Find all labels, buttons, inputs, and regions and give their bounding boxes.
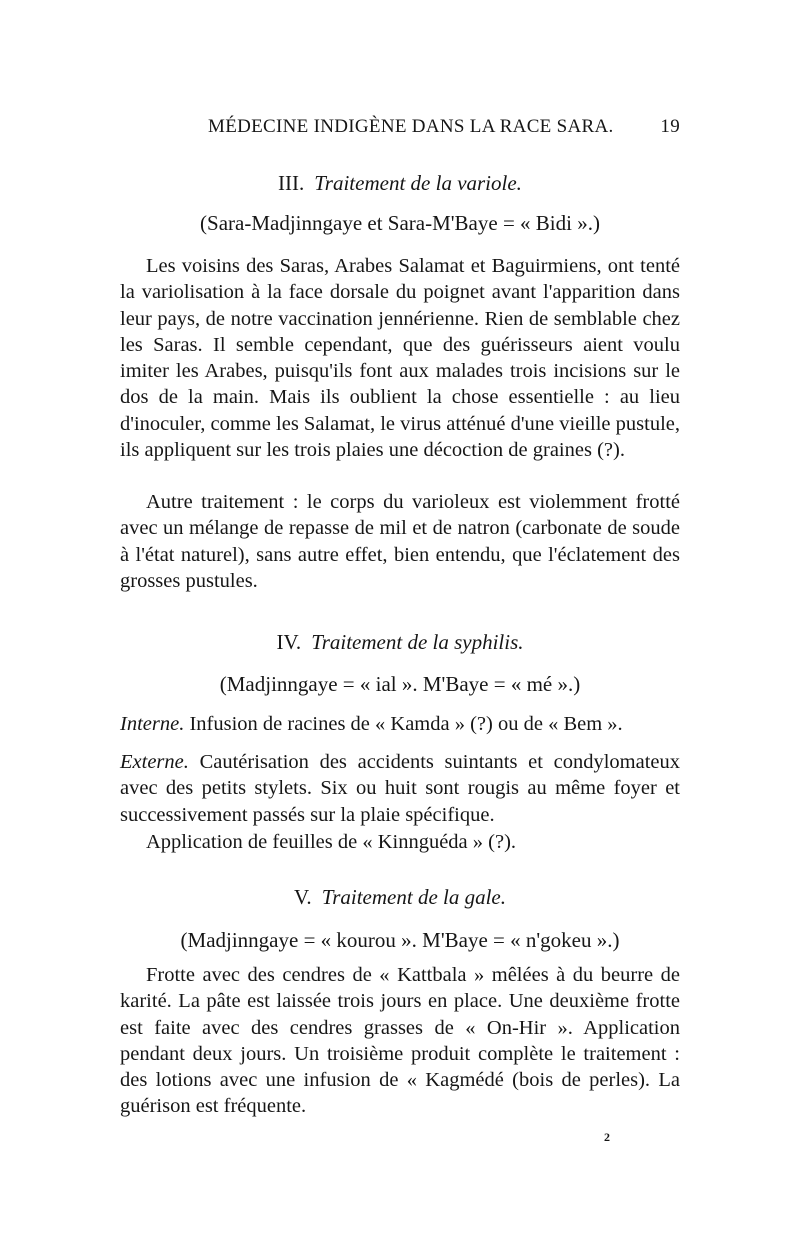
- paragraph-autre-traitement: Autre traitement : le corps du varioleux est violemment frotté avec un mélange de repasse de mil et de natron (carbonate de soude à l'état naturel), sans autre effet, bien entendu, que l'éclatement des grosses pustules.: [120, 491, 680, 592]
- section-title: Traitement de la syphilis.: [311, 630, 524, 654]
- section-title: Traitement de la gale.: [321, 885, 507, 909]
- label-externe: Externe.: [120, 751, 189, 773]
- section-heading-syphilis: [120, 630, 680, 655]
- running-title: MÉDECINE INDIGÈNE DANS LA RACE SARA.: [208, 116, 614, 137]
- signature-mark: 2: [604, 1130, 610, 1144]
- text-externe: Cautérisation des accidents suintants et condylomateux avec des petits stylets. Six ou huit sont rougis au même foyer et successivement passés sur la plaie spécifique.: [120, 751, 681, 826]
- label-interne: Interne.: [120, 713, 185, 735]
- section-heading-gale: [120, 885, 680, 910]
- paragraph-application: Application de feuilles de « Kinnguéda » (?).: [146, 831, 517, 853]
- section-heading-variole: [120, 171, 680, 196]
- section-title: Traitement de la variole.: [314, 171, 522, 195]
- section-number: IV.: [276, 630, 302, 654]
- paragraph-interne: [120, 711, 680, 737]
- page-number: 19: [660, 116, 680, 137]
- paragraph-externe: [120, 749, 680, 828]
- text-interne: Infusion de racines de « Kamda » (?) ou de « Bem ».: [189, 713, 623, 735]
- section-number: V.: [293, 885, 312, 909]
- paragraph-gale-traitement: Frotte avec des cendres de « Kattbala » mêlées à du beurre de karité. La pâte est laissée trois jours en place. Une deuxième frotte est faite avec des cendres grasses de « On-Hir ». Application pendant deux jours. Un troisième produit complète le traitement : des lotions avec une infusion de « Kagmédé (bois de perles). La guérison est fréquente.: [120, 964, 680, 1118]
- paragraph-variolisation: Les voisins des Saras, Arabes Salamat et Baguirmiens, ont tenté la variolisation à la face dorsale du poignet avant l'apparition dans leur pays, de notre vaccination jennérienne. Rien de semblable chez les Saras. Il semble cependant, que des guérisseurs aient voulu imiter les Arabes, puisqu'ils font aux malades trois incisions sur le dos de la main. Mais ils oublient la chose essentielle : au lieu d'inoculer, comme les Salamat, le virus atténué d'une vieille pustule, ils appliquent sur les trois plaies une décoction de graines (?).: [120, 255, 680, 462]
- local-names-variole: (Sara-Madjinngaye et Sara-M'Baye = « Bidi ».): [200, 211, 600, 235]
- section-number: III.: [278, 171, 305, 195]
- local-names-gale: (Madjinngaye = « kourou ». M'Baye = « n'gokeu ».): [180, 928, 620, 952]
- local-names-syphilis: (Madjinngaye = « ial ». M'Baye = « mé ».): [219, 672, 581, 696]
